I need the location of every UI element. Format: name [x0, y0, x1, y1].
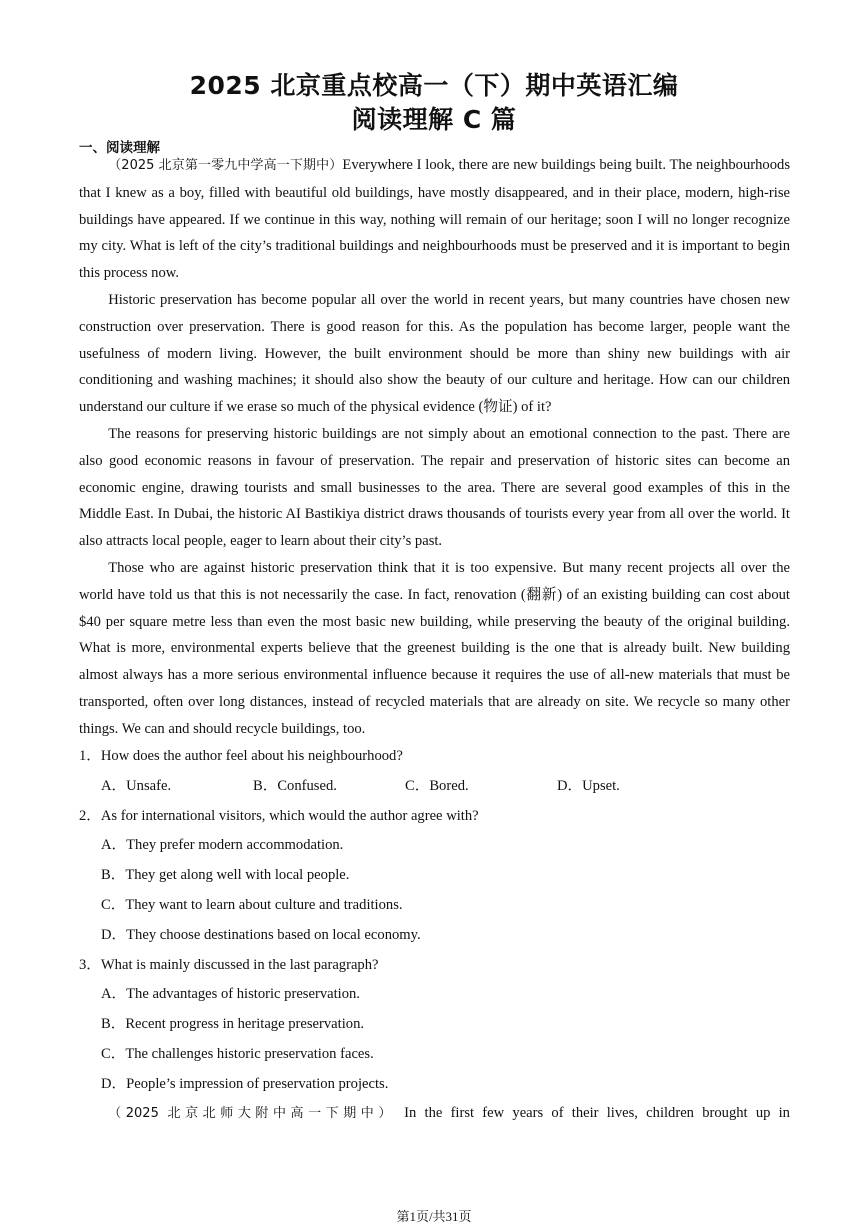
section-heading: 一、阅读理解: [79, 140, 160, 156]
question-2-stem: 2．As for international visitors, which would the author agree with?: [79, 807, 479, 824]
paragraph-text: Everywhere I look, there are new buildings being built. The neighbourhoods that I knew as a boy, filled with beautiful old buildings, have mostly disappeared, and in their place, modern, high-rise buildings have appeared. If we continue in this way, nothing will remain of our heritage; soon I will no longer recognize my city. What is left of the city’s traditional buildings and neighbourhoods must be preserved and it is important to begin this process now.: [79, 157, 790, 282]
next-passage-source: （2025 北京北师大附中高一下期中）: [108, 1106, 396, 1121]
option-b: B．Confused.: [253, 777, 337, 794]
passage-paragraph-4: Those who are against historic preservation think that it is too expensive. But many recent projects all over the world have told us that this is not necessarily the case. In fact, renovation (翻新) of an existing building can cost about $40 per square metre less than even the most basic new building, while preserving the beauty of the original building. What is more, environmental experts believe that the greenest building is the one that is already built. New building almost always has a more serious environmental influence because it requires the use of all-new materials that must be transported, often over long distances, instead of recycled materials that are already on site. We recycle so many other things. We can and should recycle buildings, too.: [79, 559, 790, 737]
passage-paragraph-1: [79, 152, 790, 287]
passage-paragraph-2: Historic preservation has become popular all over the world in recent years, but many countries have chosen new construction over preservation. There is good reason for this. As the population has become larger, people want the usefulness of modern living. However, the built environment should be more than shiny new buildings with air conditioning and washing machines; it should also show the beauty of our culture and heritage. How can our children understand our culture if we erase so much of the physical evidence (物证) of it?: [79, 291, 790, 416]
option-b: B．They get along well with local people.: [101, 867, 350, 884]
document-title: 2025 北京重点校高一（下）期中英语汇编: [189, 71, 679, 100]
next-passage-start: [79, 1100, 790, 1127]
question-1-stem: 1．How does the author feel about his neighbourhood?: [79, 748, 403, 764]
option-a: A．The advantages of historic preservation.: [101, 986, 360, 1003]
document-subtitle: 阅读理解 C 篇: [351, 105, 517, 134]
passage-source: （2025 北京第一零九中学高一下期中）: [108, 158, 343, 173]
option-d: D．They choose destinations based on local economy.: [101, 926, 421, 943]
page-number: 第1页/共31页: [396, 1209, 472, 1224]
option-c: C．The challenges historic preservation faces.: [101, 1045, 374, 1062]
option-c: C．Bored.: [405, 777, 469, 794]
passage-paragraph-3: The reasons for preserving historic buildings are not simply about an emotional connection to the past. There are also good economic reasons in favour of preservation. The repair and preservation of historic sites can become an economic engine, drawing tourists and small businesses to the area. There are several good examples of this in the Middle East. In Dubai, the historic AI Bastikiya district draws thousands of tourists every year from all over the world. It also attracts local people, eager to learn about their city’s past.: [79, 425, 790, 550]
next-passage-text: In the first few years of their lives, children brought up in: [404, 1105, 790, 1121]
option-d: D．People’s impression of preservation projects.: [101, 1075, 389, 1092]
question-3-stem: 3．What is mainly discussed in the last paragraph?: [79, 956, 379, 973]
question-list: [79, 742, 790, 1100]
option-a: A．They prefer modern accommodation.: [101, 837, 344, 854]
question-1-options: [79, 772, 790, 802]
option-d: D．Upset.: [557, 777, 620, 794]
option-a: A．Unsafe.: [101, 777, 172, 794]
option-c: C．They want to learn about culture and traditions.: [101, 896, 403, 913]
reading-passage: [79, 152, 790, 743]
option-b: B．Recent progress in heritage preservation.: [101, 1016, 365, 1033]
